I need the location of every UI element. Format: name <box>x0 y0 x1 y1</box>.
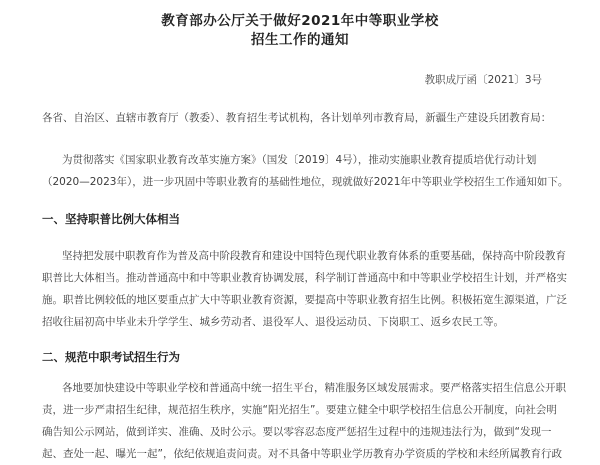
section-2-heading: 二、规范中职考试招生行为 <box>42 350 180 364</box>
section-1-heading: 一、坚持职普比例大体相当 <box>42 212 180 226</box>
addressee-line: 各省、自治区、直辖市教育厅（教委）、教育招生考试机构，各计划单列市教育局，新疆生产建设兵团教育局： <box>42 112 552 124</box>
section-2-line: 确告知公示网站，做到详实、准确、及时公示。要以零容忍态度严惩招生过程中的违规违法行为，做到“发现一 <box>42 426 552 438</box>
section-1-line: 招收往届初高中毕业未升学学生、城乡劳动者、退役军人、退役运动员、下岗职工、返乡农民工等。 <box>42 316 504 328</box>
addressee-paragraph <box>42 107 551 129</box>
section-1-line: 施。职普比例较低的地区要重点扩大中等职业教育资源，要提高中等职业教育招生比例。积极拓宽生源渠道，广泛 <box>42 294 567 306</box>
section-1-line: 职普比大体相当。推动普通高中和中等职业教育协调发展，科学制订普通高中和中等职业学校招生计划，并严格实 <box>42 272 567 284</box>
intro-line-1: 为贯彻落实《国家职业教育改革实施方案》（国发〔2019〕4号），推动实施职业教育提质培优行动计划 <box>62 154 537 166</box>
section-1-line: 坚持把发展中职教育作为普及高中阶段教育和建设中国特色现代职业教育体系的重要基础，保持高中阶段教育 <box>62 250 566 262</box>
document-title-line-1: 教育部办公厅关于做好2021年中等职业学校 <box>161 13 439 29</box>
section-2-line: 起、查处一起、曝光一起”，依纪依规追责问责。对不具备中等职业学历教育办学资质的学校和未经所属教育行政 <box>42 448 562 460</box>
intro-paragraph <box>42 149 569 193</box>
intro-line-2: （2020—2023年），进一步巩固中等职业教育的基础性地位，现就做好2021年中等职业学校招生工作通知如下。 <box>42 176 569 188</box>
section-2-paragraph <box>42 377 566 465</box>
document-number: 教职成厅函〔2021〕3号 <box>424 74 542 86</box>
section-2-line: 各地要加快建设中等职业学校和普通高中统一招生平台，精准服务区域发展需求。要严格落实招生信息公开职 <box>62 382 566 394</box>
section-2-line: 责，进一步严肃招生纪律，规范招生秩序，实施“阳光招生”。要建立健全中职学校招生信息公开制度，向社会明 <box>42 404 557 416</box>
section-1-paragraph <box>42 245 567 333</box>
document-title-line-2: 招生工作的通知 <box>251 32 349 48</box>
